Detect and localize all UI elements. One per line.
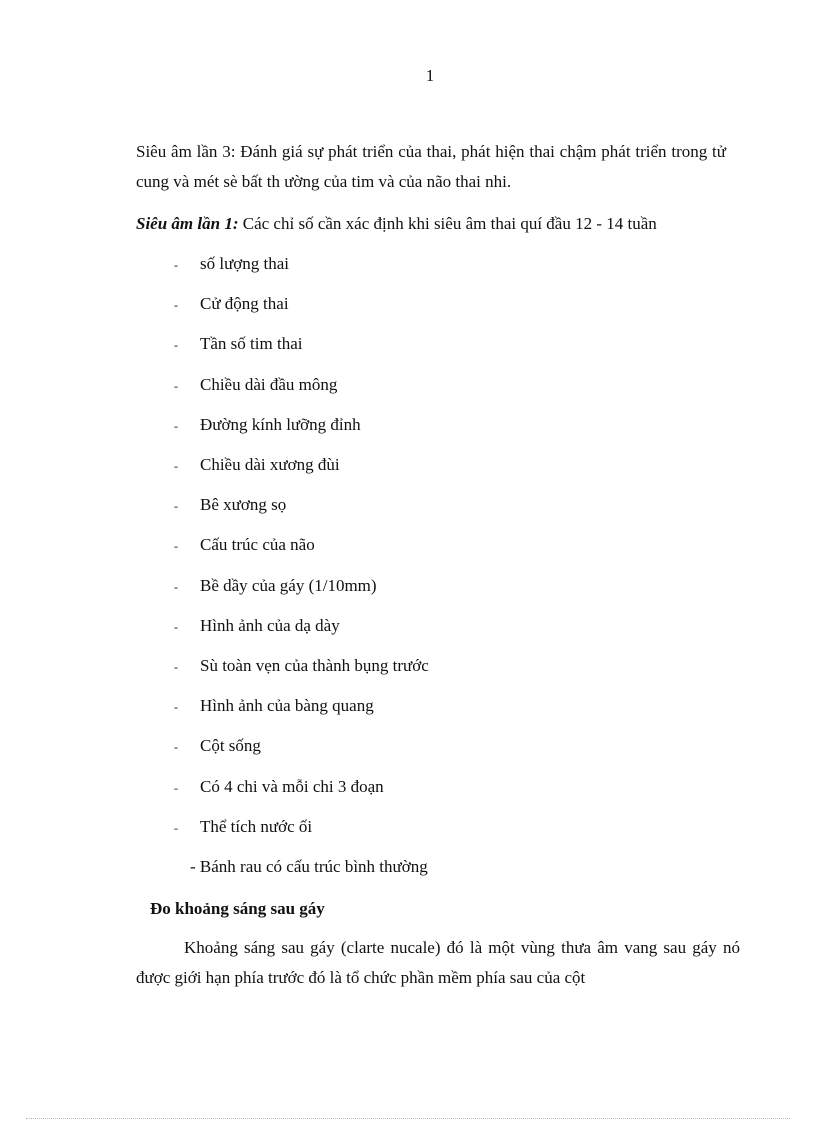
list-item — [174, 576, 377, 596]
list-dash-icon: - — [174, 258, 178, 272]
list-dash-icon: - — [174, 740, 178, 755]
list-item-text: Hình ảnh của bàng quang — [200, 696, 374, 716]
list-item-text: số lượng thai — [200, 254, 290, 273]
first-scan-label: Siêu âm lần 1: — [136, 214, 239, 233]
list-item-text: Hình ảnh của dạ dày — [200, 615, 340, 635]
list-item — [174, 375, 337, 395]
list-item — [174, 495, 286, 515]
list-item-text: Tần số tim thai — [200, 334, 303, 354]
list-item — [174, 817, 312, 837]
first-scan-text: Các chỉ số cần xác định khi siêu âm thai quí đầu 12 - 14 tuần — [238, 214, 657, 233]
list-item — [174, 455, 340, 475]
list-dash-icon: - — [174, 418, 178, 433]
list-dash-icon: - — [174, 499, 178, 514]
first-scan-line — [136, 214, 657, 234]
list-dash-icon: - — [174, 820, 178, 835]
list-item-text: Bê xương sọ — [200, 495, 287, 515]
list-item-text: Sù toàn vẹn của thành bụng trước — [200, 656, 429, 675]
list-item — [174, 535, 315, 555]
body-paragraph: Khoảng sáng sau gáy (clarte nucale) đó là một vùng thưa âm vang sau gáy nó được giới hạn phía trước đó là tổ chức phần mềm phía sau của cột — [136, 938, 740, 987]
list-item — [174, 616, 340, 636]
list-item — [174, 736, 261, 756]
list-item — [174, 334, 302, 354]
list-dash-icon: - — [174, 660, 178, 674]
list-item-text: Có 4 chi và mỗi chi 3 đoạn — [200, 776, 384, 796]
list-dash-icon: - — [174, 579, 178, 594]
list-item — [174, 254, 289, 274]
intro-paragraph: Siêu âm lần 3: Đánh giá sự phát triển của thai, phát hiện thai chậm phát triển trong tử cung và mét sè bất th ường của tim và của não thai nhi. — [136, 142, 726, 191]
list-item — [174, 415, 361, 435]
list-item — [174, 777, 384, 797]
section-heading: Đo khoảng sáng sau gáy — [150, 899, 325, 918]
list-item-text: Bề dầy của gáy (1/10mm) — [200, 575, 377, 595]
list-dash-icon: - — [174, 459, 178, 473]
list-dash-icon: - — [174, 378, 178, 393]
list-item-text: Cử động thai — [200, 294, 289, 314]
footer-divider — [26, 1118, 790, 1119]
list-dash-icon: - — [174, 780, 178, 795]
list-item — [174, 656, 429, 676]
last-list-item: - Bánh rau có cấu trúc bình thường — [190, 857, 428, 876]
list-item-text: Cấu trúc của não — [200, 535, 315, 555]
list-item — [174, 294, 289, 314]
list-item-text: Cột sống — [200, 736, 261, 756]
list-dash-icon: - — [174, 619, 178, 634]
list-dash-icon: - — [174, 298, 178, 313]
list-item — [174, 696, 374, 716]
list-item-text: Chiều dài đầu mông — [200, 374, 338, 394]
page-number: 1 — [425, 66, 435, 85]
list-item-text: Thể tích nước ối — [200, 816, 313, 836]
list-item-text: Chiều dài xương đùi — [200, 455, 340, 474]
list-dash-icon: - — [174, 338, 178, 353]
list-item-text: Đường kính lưỡng đỉnh — [200, 414, 361, 434]
list-dash-icon: - — [174, 700, 178, 715]
list-dash-icon: - — [174, 539, 178, 554]
